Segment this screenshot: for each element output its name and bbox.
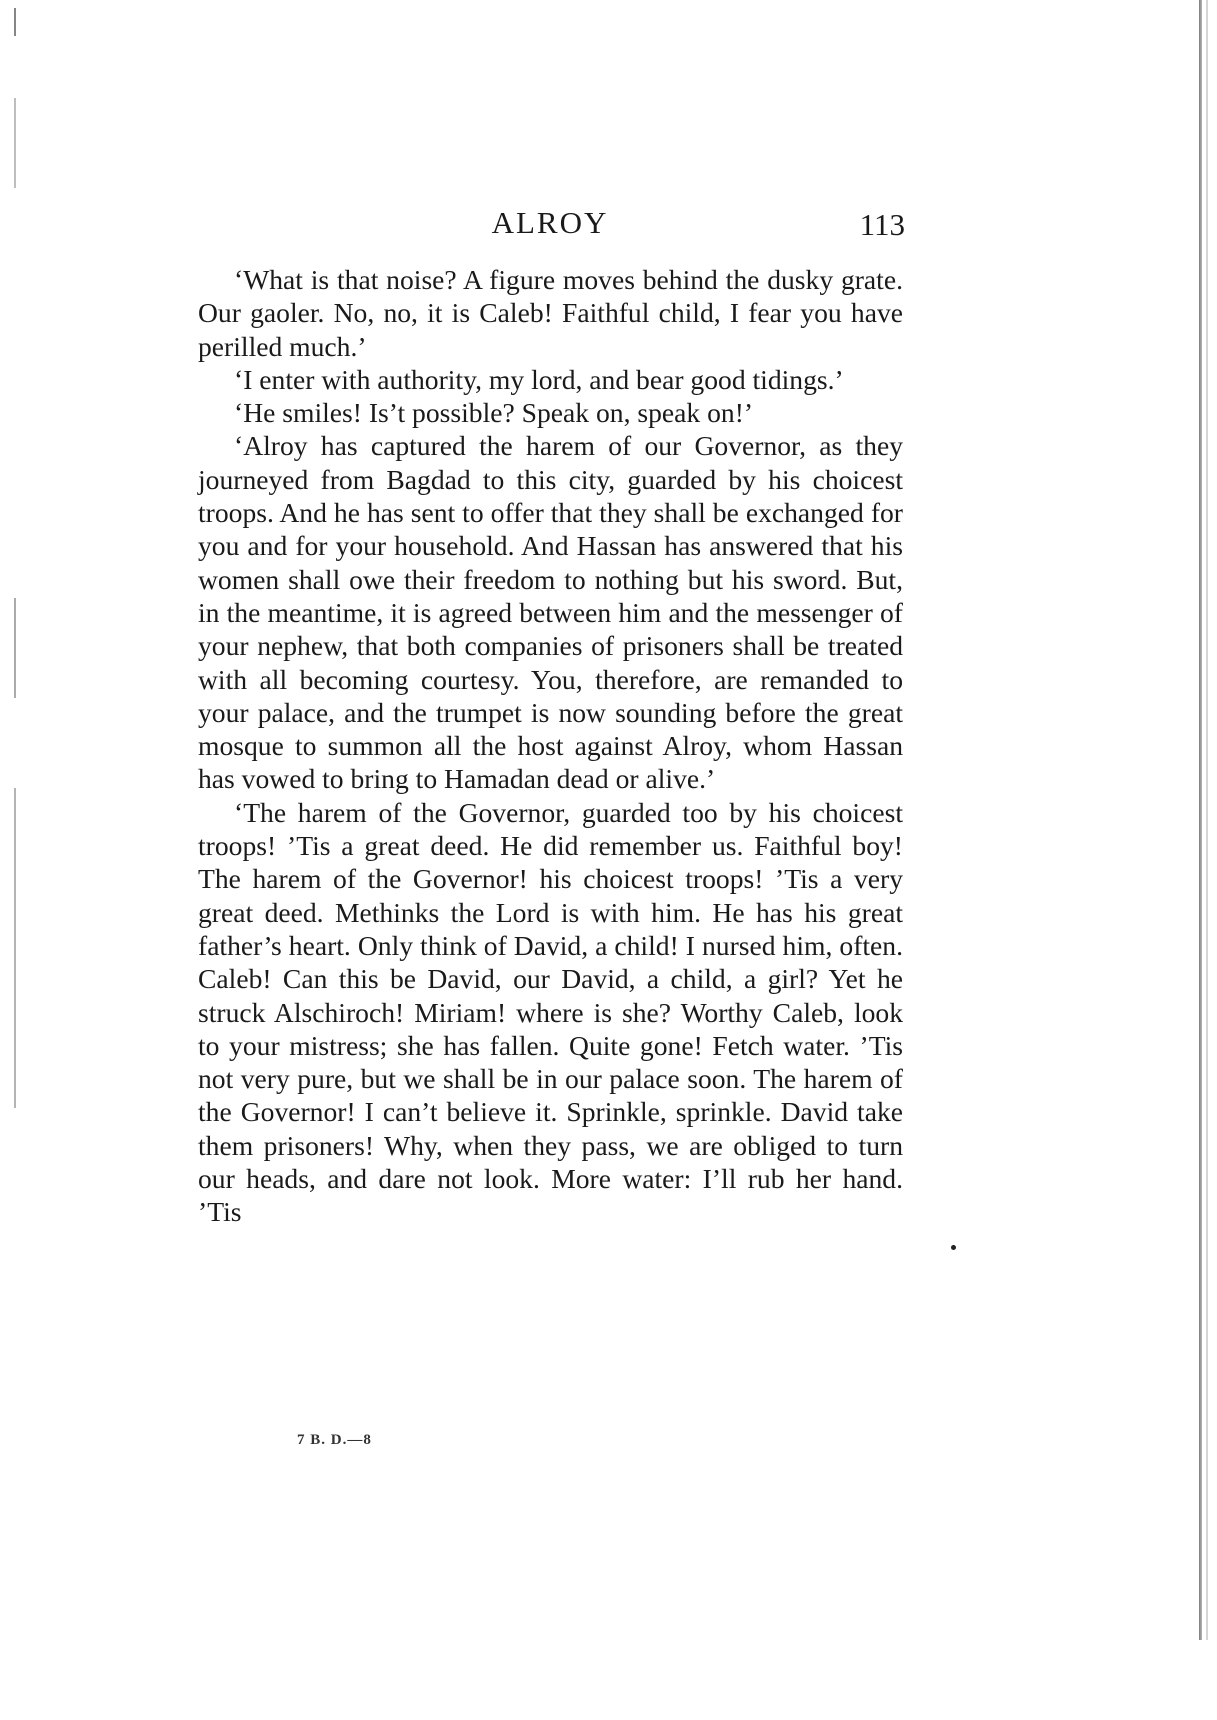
scan-edge-left	[14, 8, 16, 1108]
paragraph: ‘The harem of the Governor, guarded too by his choicest troops! ’Tis a great deed. He did remember us. Faithful boy! The harem of the Governor! his choicest troops! ’Tis a very great deed. Methinks the Lord is with him. He has his great father’s heart. Only think of David, a child! I nursed him, often. Caleb! Can this be David, our David, a child, a girl? Yet he struck Alschiroch! Miriam! where is she? Worthy Caleb, look to your mistress; she has fallen. Quite gone! Fetch water. ’Tis not very pure, but we shall be in our palace soon. The harem of the Governor! I can’t believe it. Sprinkle, sprinkle. David take them prisoners! Why, when they pass, we are obliged to turn our heads, and dare not look. More water: I’ll rub her hand. ’Tis	[198, 796, 903, 1228]
paragraph: ‘What is that noise? A figure moves behind the dusky grate. Our gaoler. No, no, it is Caleb! Faithful child, I fear you have perilled much.’	[198, 264, 903, 362]
scan-edge-right	[1199, 0, 1202, 1640]
scan-speck	[951, 1245, 956, 1250]
paragraph: ‘I enter with authority, my lord, and bear good tidings.’	[234, 363, 844, 395]
page-number: 113	[859, 207, 905, 242]
signature-mark: 7 B. D.—8	[297, 1432, 372, 1448]
paragraph: ‘He smiles! Is’t possible? Speak on, speak on!’	[234, 397, 754, 429]
scan-edge-right-inner	[1206, 0, 1208, 1640]
body-text	[198, 263, 903, 1229]
running-title: ALROY	[491, 205, 609, 240]
page-header	[195, 205, 905, 249]
paragraph: ‘Alroy has captured the harem of our Governor, as they journeyed from Bagdad to this city, guarded by his choicest troops. And he has sent to offer that they shall be exchanged for you and for your household. And Hassan has answered that his women shall owe their freedom to nothing but his sword. But, in the meantime, it is agreed between him and the messenger of your nephew, that both companies of prisoners shall be treated with all becoming courtesy. You, therefore, are remanded to your palace, and the trumpet is now sounding before the great mosque to summon all the host against Alroy, whom Hassan has vowed to bring to Hamadan dead or alive.’	[198, 430, 903, 795]
